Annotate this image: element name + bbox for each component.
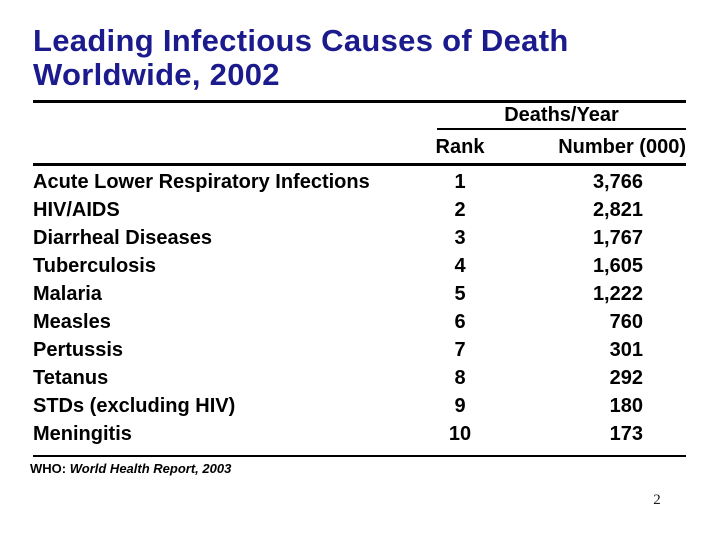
table-row <box>33 364 686 392</box>
table-row <box>33 420 686 448</box>
rank-cell: 5 <box>454 283 466 305</box>
column-header-rank: Rank <box>435 136 485 158</box>
source-label: WHO: <box>30 461 67 476</box>
rank-cell: 1 <box>454 171 466 193</box>
table-row <box>33 168 686 196</box>
page-number: 2 <box>653 492 661 508</box>
cause-cell: Acute Lower Respiratory Infections <box>33 171 370 193</box>
number-cell: 1,222 <box>592 283 643 305</box>
table-row <box>33 196 686 224</box>
title-underline <box>33 100 686 103</box>
table-group-header: Deaths/Year <box>504 104 619 126</box>
table-row <box>33 392 686 420</box>
cause-cell: STDs (excluding HIV) <box>33 395 236 417</box>
rank-cell: 2 <box>454 199 466 221</box>
cause-cell: Measles <box>33 311 111 333</box>
rank-cell: 3 <box>454 227 466 249</box>
number-cell: 1,767 <box>592 227 643 249</box>
cause-cell: HIV/AIDS <box>33 199 120 221</box>
number-cell: 301 <box>609 339 643 361</box>
number-cell: 180 <box>609 395 643 417</box>
table-row <box>33 252 686 280</box>
source-citation: World Health Report, 2003 <box>69 461 232 476</box>
cause-cell: Malaria <box>33 283 102 305</box>
source-line <box>30 461 231 476</box>
table-row <box>33 280 686 308</box>
cause-cell: Diarrheal Diseases <box>33 227 213 249</box>
rank-cell: 9 <box>454 395 466 417</box>
cause-cell: Tuberculosis <box>33 255 156 277</box>
table-row <box>33 224 686 252</box>
cause-cell: Meningitis <box>33 423 132 445</box>
group-header-underline <box>437 128 686 130</box>
column-header-number: Number (000) <box>558 136 686 158</box>
number-cell: 760 <box>609 311 643 333</box>
page-title <box>33 24 569 92</box>
number-cell: 3,766 <box>592 171 643 193</box>
rank-cell: 6 <box>454 311 466 333</box>
table-row <box>33 308 686 336</box>
number-cell: 2,821 <box>592 199 643 221</box>
page-title-line-2: Worldwide, 2002 <box>33 57 280 92</box>
header-underline <box>33 163 686 166</box>
table-bottom-rule <box>33 455 686 457</box>
number-cell: 1,605 <box>592 255 643 277</box>
table-row <box>33 336 686 364</box>
rank-cell: 8 <box>454 367 466 389</box>
page-title-line-1: Leading Infectious Causes of Death <box>33 23 569 58</box>
number-cell: 292 <box>609 367 643 389</box>
number-cell: 173 <box>609 423 643 445</box>
rank-cell: 7 <box>454 339 466 361</box>
rank-cell: 10 <box>448 423 472 445</box>
cause-cell: Pertussis <box>33 339 124 361</box>
rank-cell: 4 <box>454 255 466 277</box>
cause-cell: Tetanus <box>33 367 109 389</box>
table-body <box>33 168 686 448</box>
